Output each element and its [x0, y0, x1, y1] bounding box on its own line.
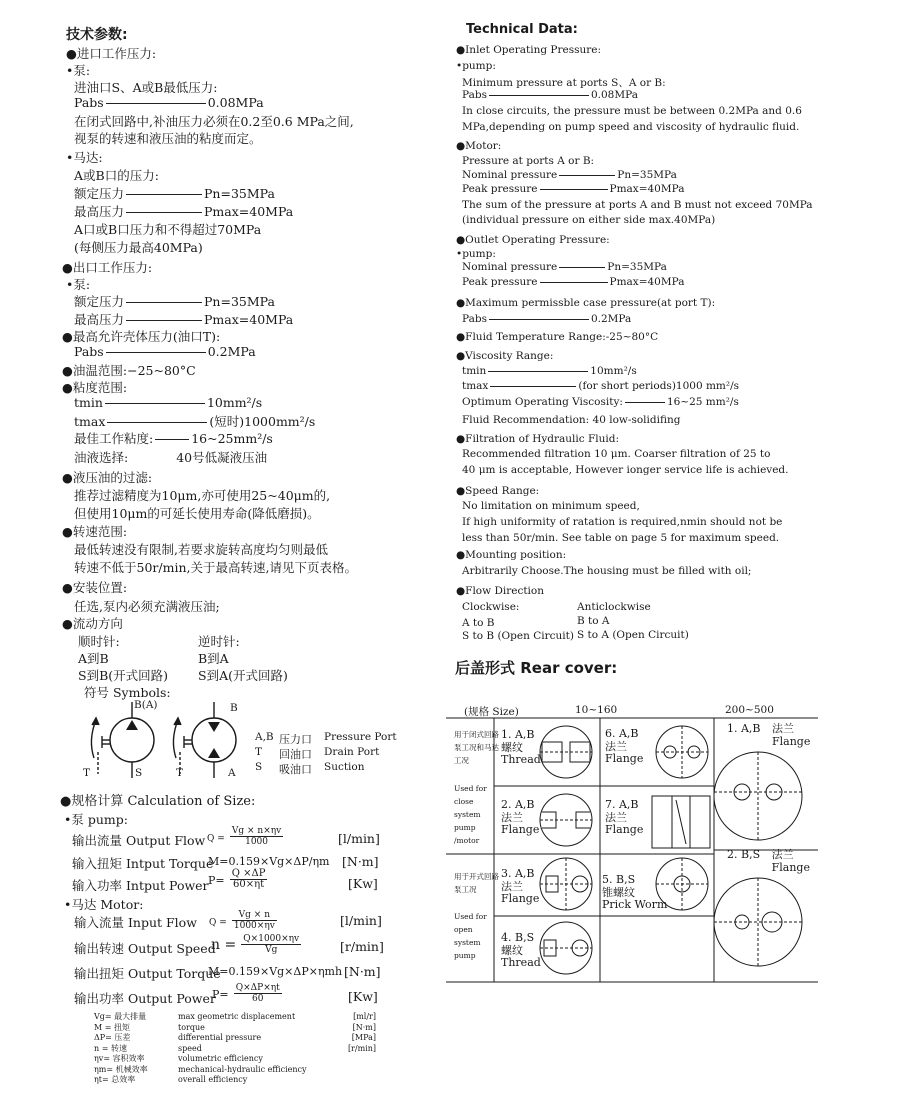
calc-title: ●规格计算 Calculation of Size:: [60, 794, 256, 809]
calc-r2-unit: [N·m]: [342, 854, 379, 869]
zh-filt-heading: ●液压油的过滤:: [62, 470, 153, 485]
calc-r1-unit: [l/min]: [338, 831, 380, 846]
zh-opt-line: 最佳工作粘度: 16~25mm²/s: [74, 431, 273, 446]
rear-col-1: 10~160: [575, 704, 618, 716]
rear-size-label: (规格 Size): [464, 706, 519, 718]
zh-sum-1: A口或B口压力和不得超过70MPa: [74, 222, 262, 237]
calc-r7-unit: [Kw]: [348, 989, 378, 1004]
en-temp: ●Fluid Temperature Range:-25~80°C: [456, 331, 659, 343]
zh-ab-pressure: A或B口的压力:: [74, 168, 159, 183]
calc-r6-label: 输出扭矩 Output Torque: [74, 966, 221, 981]
zh-rated2-line: 额定压力 Pn=35MPa: [74, 294, 275, 309]
zh-tmin-line: tmin 10mm²/s: [74, 395, 263, 410]
calc-r1-label: 输出流量 Output Flow: [72, 833, 206, 848]
sym-legend-ab-zh: 压力口: [279, 733, 312, 746]
zh-flow-heading: ●流动方向: [62, 616, 123, 631]
sym-a: A: [228, 767, 236, 779]
drawing-1-icon: [540, 726, 592, 778]
zh-rated-line: 额定压力 Pn=35MPa: [74, 186, 275, 201]
sym-legend-t-en: Drain Port: [324, 746, 380, 758]
drawing-b1-icon: [714, 752, 802, 840]
zh-speed-heading: ●转速范围:: [62, 524, 128, 539]
en-filt-2: 40 μm is acceptable, However ionger service life is achieved.: [462, 464, 789, 476]
legend-units: [344, 1012, 376, 1054]
en-nom2-line: Nominal pressure Pn=35MPa: [462, 261, 667, 273]
rear-cell-6: 6. A,B 法兰 Flange: [605, 727, 644, 765]
en-peak-line: Peak pressure Pmax=40MPa: [462, 183, 685, 195]
zh-motor-heading: •马达:: [66, 150, 103, 165]
en-inlet-heading: ●Inlet Operating Pressure:: [456, 44, 602, 56]
en-tmin-line: tmin 10mm²/s: [462, 365, 637, 377]
drawing-2-icon: [540, 794, 592, 846]
calc-pump: •泵 pump:: [64, 812, 128, 827]
calc-r2-formula: M=0.159×Vg×ΔP/ηm: [208, 855, 330, 868]
zh-mount-1: 任选,泵内必须充满液压油;: [74, 599, 220, 614]
zh-inlet-heading: ●进口工作压力:: [66, 46, 157, 61]
zh-ccw-2: S到A(开式回路): [198, 668, 288, 683]
calc-r2-label: 输入扭矩 Intput Torque: [72, 856, 214, 871]
sym-ba: B(A): [134, 699, 158, 711]
sym-t2: T: [176, 767, 184, 779]
en-case-heading: ●Maximum permissble case pressure(at port T):: [456, 297, 716, 309]
rear-cell-4: 4. B,S 螺纹 Thread: [501, 931, 541, 969]
zh-title: 技术参数:: [66, 27, 128, 43]
zh-closed-1: 在闭式回路中,补油压力必须在0.2至0.6 MPa之间,: [74, 114, 354, 129]
drawing-7-icon: [652, 796, 710, 848]
calc-r5-formula: n = $\frac{Q\times 1000\times\eta v}{Vg}$: [211, 934, 300, 955]
legend-desc: max geometric displacement: [178, 1012, 296, 1021]
sym-legend-ab: A,B: [255, 731, 274, 743]
en-sum-1: The sum of the pressure at ports A and B must not exceed 70MPa: [462, 199, 813, 211]
legend-unit: [r/min]: [347, 1043, 376, 1053]
drawing-6-icon: [656, 726, 708, 778]
en-sum-2: (individual pressure on either side max.40MPa): [462, 214, 716, 226]
en-closed-2: MPa,depending on pump speed and viscosity of hydraulic fluid.: [462, 121, 800, 133]
zh-oilsel-line: 油液选择: 40号低凝液压油: [74, 450, 268, 465]
en-ccw: Anticlockwise: [577, 601, 651, 613]
calc-r3-formula: P= $\frac{Q \times\Delta P}{60\times\eta t}$: [208, 868, 266, 890]
legend-sym: ηm= 机械效率: [94, 1064, 148, 1074]
zh-mount-heading: ●安装位置:: [62, 580, 128, 595]
zh-peak-line: 最高压力 Pmax=40MPa: [74, 204, 294, 219]
zh-case-heading: ●最高允许壳体压力(油口T):: [62, 329, 221, 344]
en-visc-heading: ●Viscosity Range:: [456, 350, 554, 362]
en-cw: Clockwise:: [462, 601, 520, 613]
legend-desc: speed: [178, 1043, 202, 1053]
zh-peak2-line: 最高压力 Pmax=40MPa: [74, 312, 294, 327]
zh-speed-2: 转速不低于50r/min,关于最高转速,请见下页表格。: [74, 560, 357, 575]
rear-cell-2: 2. A,B 法兰 Flange: [501, 798, 540, 836]
en-ccw-1: B to A: [577, 615, 610, 627]
zh-pump-heading: •泵:: [66, 63, 91, 78]
calc-r6-unit: [N·m]: [344, 964, 381, 979]
en-filt-1: Recommended filtration 10 μm. Coarser filtration of 25 to: [462, 448, 771, 460]
calc-r4-label: 输入流量 Input Flow: [74, 915, 197, 930]
drawing-b2-icon: [714, 878, 802, 966]
legend-desc: torque: [178, 1022, 205, 1032]
sym-legend-t: T: [255, 746, 263, 758]
zh-oil-temp: ●油温范围:−25~80°C: [62, 363, 196, 378]
zh-cw-2: S到B(开式回路): [78, 668, 169, 683]
en-speed-heading: ●Speed Range:: [456, 485, 540, 497]
legend-sym: ηv= 容积效率: [94, 1054, 145, 1063]
sym-legend-ab-en: Pressure Port: [324, 731, 397, 743]
en-ccw-2: S to A (Open Circuit): [577, 629, 689, 641]
en-cw-1: A to B: [462, 617, 495, 629]
rear-closed-en: Used for close system pump /motor: [454, 784, 487, 845]
en-speed-2: If high uniformity of ratation is required,nmin should not be: [462, 516, 783, 528]
zh-pabs2-line: Pabs 0.2MPa: [74, 344, 256, 359]
rear-open-zh: 用于开式回路泵工况: [454, 872, 499, 894]
zh-closed-2: 视泵的转速和液压油的粘度而定。: [74, 131, 262, 146]
calc-r3-unit: [Kw]: [348, 876, 378, 891]
hydraulic-symbols: [80, 698, 250, 782]
zh-cw: 顺时针:: [78, 634, 120, 649]
zh-tmax-line: tmax (短时)1000mm²/s: [74, 414, 316, 429]
calc-motor: •马达 Motor:: [64, 897, 144, 912]
rear-cell-3: 3. A,B 法兰 Flange: [501, 867, 540, 905]
legend-descriptions: [178, 1012, 307, 1086]
legend-desc: differential pressure: [178, 1033, 262, 1042]
en-nom-line: Nominal pressure Pn=35MPa: [462, 169, 677, 181]
rear-open-en: Used for open system pump: [454, 912, 487, 960]
en-outlet-heading: ●Outlet Operating Pressure:: [456, 234, 610, 246]
calc-r5-unit: [r/min]: [340, 939, 384, 954]
zh-filt-2: 但使用10μm的可延长使用寿命(降低磨损)。: [74, 506, 320, 521]
zh-ccw-1: B到A: [198, 651, 229, 666]
calc-r7-formula: P= $\frac{Q\times\Delta P\times\eta t}{60}$: [212, 983, 280, 1004]
sym-legend-s: S: [255, 761, 263, 773]
rear-closed-zh: 用于闭式回路泵工况和马达工况: [454, 730, 499, 765]
zh-ccw: 逆时针:: [198, 634, 240, 649]
legend-desc: mechanical-hydraulic efficiency: [178, 1064, 307, 1074]
legend-sym: ηt= 总效率: [94, 1075, 136, 1084]
rear-cell-5: 5. B,S 锥螺纹 Prick Worm: [602, 873, 668, 911]
zh-filt-1: 推荐过滤精度为10μm,亦可使用25~40μm的,: [74, 488, 331, 503]
zh-sum-2: (每侧压力最高40MPa): [74, 240, 203, 255]
sym-legend-s-zh: 吸油口: [279, 763, 312, 776]
legend-sym: M = 扭矩: [94, 1022, 130, 1032]
sym-legend-t-zh: 回油口: [279, 748, 312, 761]
en-speed-3: less than 50r/min. See table on page 5 for maximum speed.: [462, 532, 780, 544]
en-motor-heading: ●Motor:: [456, 140, 502, 152]
en-peak2-line: Peak pressure Pmax=40MPa: [462, 276, 685, 288]
rear-cell-b1: 1. A,B 法兰 Flange: [727, 722, 811, 748]
legend-sym: n = 转速: [94, 1043, 127, 1053]
zh-cw-1: A到B: [78, 651, 109, 666]
zh-symbols: 符号 Symbols:: [84, 685, 171, 700]
rear-title: 后盖形式 Rear cover:: [455, 659, 618, 677]
en-pab: Pressure at ports A or B:: [462, 155, 595, 167]
calc-r4-unit: [l/min]: [340, 913, 382, 928]
calc-r7-label: 输出功率 Output Power: [74, 991, 216, 1006]
sym-legend-s-en: Suction: [324, 761, 365, 773]
zh-outlet-heading: ●出口工作压力:: [62, 260, 153, 275]
legend-sym: Vg= 最大排量: [94, 1012, 147, 1021]
en-min: Minimum pressure at ports S、A or B:: [462, 77, 666, 89]
calc-r4-formula: Q = $\frac{Vg \times n}{1000\times\eta v}$: [209, 910, 275, 931]
zh-visc-heading: ●粘度范围:: [62, 380, 128, 395]
drawing-4-icon: [540, 922, 592, 974]
en-closed-1: In close circuits, the pressure must be between 0.2MPa and 0.6: [462, 105, 802, 117]
en-pump2-heading: •pump:: [456, 248, 496, 260]
rear-cell-b2: 2. B,S 法兰 Flange: [727, 848, 810, 874]
en-fluid: Fluid Recommendation: 40 low-solidifing: [462, 414, 681, 426]
zh-pump2-heading: •泵:: [66, 277, 91, 292]
legend-unit: [MPa]: [351, 1033, 376, 1042]
legend-sym: ΔP= 压差: [94, 1033, 131, 1042]
calc-r1-formula: Q = $\frac{Vg \times n\times\eta v}{1000}$: [207, 826, 282, 847]
en-pabs-line: Pabs 0.08MPa: [462, 89, 638, 101]
rear-cell-7: 7. A,B 法兰 Flange: [605, 798, 644, 836]
en-mount-1: Arbitrarily Choose.The housing must be filled with oil;: [462, 565, 752, 577]
en-speed-1: No limitation on minimum speed,: [462, 500, 640, 512]
en-mount-heading: ●Mounting position:: [456, 549, 567, 561]
legend-desc: volumetric efficiency: [178, 1054, 263, 1063]
en-pabs2-line: Pabs 0.2MPa: [462, 313, 632, 325]
rear-cell-1: 1. A,B 螺纹 Thread: [501, 728, 541, 766]
en-flow-heading: ●Flow Direction: [456, 585, 545, 597]
calc-r6-formula: M=0.159×Vg×ΔP×ηmh: [208, 965, 343, 978]
sym-b: B: [230, 702, 238, 714]
legend-unit: [ml/r]: [353, 1012, 376, 1021]
sym-t1: T: [83, 767, 91, 779]
legend-unit: [N·m]: [352, 1022, 376, 1032]
en-title: Technical Data:: [466, 22, 578, 37]
en-opt-line: Optimum Operating Viscosity: 16~25 mm²/s: [462, 396, 739, 408]
en-filt-heading: ●Filtration of Hydraulic Fluid:: [456, 433, 620, 445]
legend-symbols: [94, 1012, 148, 1086]
en-pump-heading: •pump:: [456, 60, 496, 72]
rear-col-2: 200~500: [725, 704, 774, 716]
calc-r3-label: 输入功率 Intput Power: [72, 878, 209, 893]
zh-speed-1: 最低转速没有限制,若要求旋转高度均匀则最低: [74, 542, 328, 557]
calc-r5-label: 输出转速 Output Speed: [74, 941, 216, 956]
legend-desc: overall efficiency: [178, 1075, 248, 1084]
drawing-3-icon: [540, 858, 592, 910]
en-cw-2: S to B (Open Circuit): [462, 630, 574, 642]
zh-min-pressure: 进油口S、A或B最低压力:: [74, 80, 218, 95]
sym-s1: S: [135, 767, 143, 779]
zh-pabs-line: Pabs 0.08MPa: [74, 95, 264, 110]
en-tmax-line: tmax (for short periods)1000 mm²/s: [462, 380, 740, 392]
